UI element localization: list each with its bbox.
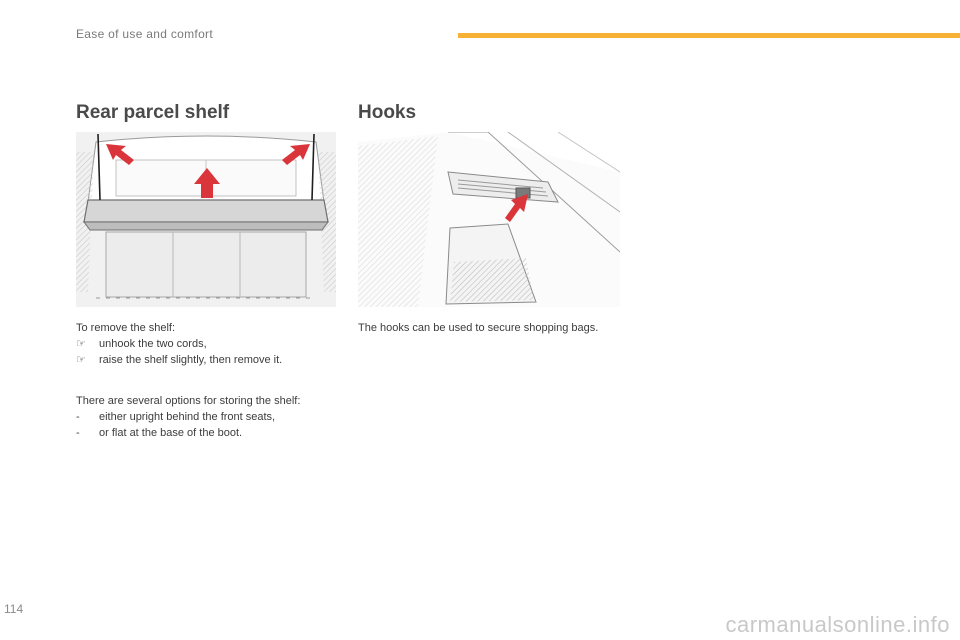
- hooks-title: Hooks: [358, 102, 417, 123]
- option-marker: -: [76, 427, 80, 439]
- option-marker: -: [76, 411, 80, 423]
- header-accent-bar: [458, 33, 960, 38]
- option-text: either upright behind the front seats,: [99, 411, 276, 423]
- option-item: [76, 425, 356, 441]
- step-item: [76, 352, 346, 368]
- page-number: 114: [4, 602, 24, 616]
- remove-shelf-intro: To remove the shelf:: [76, 322, 176, 334]
- watermark: carmanualsonline.info: [725, 612, 950, 637]
- step-text: unhook the two cords,: [99, 338, 207, 350]
- option-item: [76, 409, 356, 425]
- step-text: raise the shelf slightly, then remove it.: [99, 354, 283, 366]
- step-marker-icon: ☞: [76, 354, 86, 366]
- storage-options: [76, 393, 356, 441]
- hooks-illustration: [358, 132, 620, 307]
- header-title: Ease of use and comfort: [76, 27, 213, 41]
- step-item: [76, 336, 346, 352]
- parcel-shelf-illustration: [76, 132, 336, 307]
- storage-intro: There are several options for storing the shelf:: [76, 395, 301, 407]
- hooks-description: The hooks can be used to secure shopping bags.: [358, 322, 599, 334]
- rear-parcel-shelf-title: Rear parcel shelf: [76, 102, 230, 123]
- step-marker-icon: ☞: [76, 338, 86, 350]
- remove-shelf-instructions: [76, 320, 346, 368]
- option-text: or flat at the base of the boot.: [99, 427, 243, 439]
